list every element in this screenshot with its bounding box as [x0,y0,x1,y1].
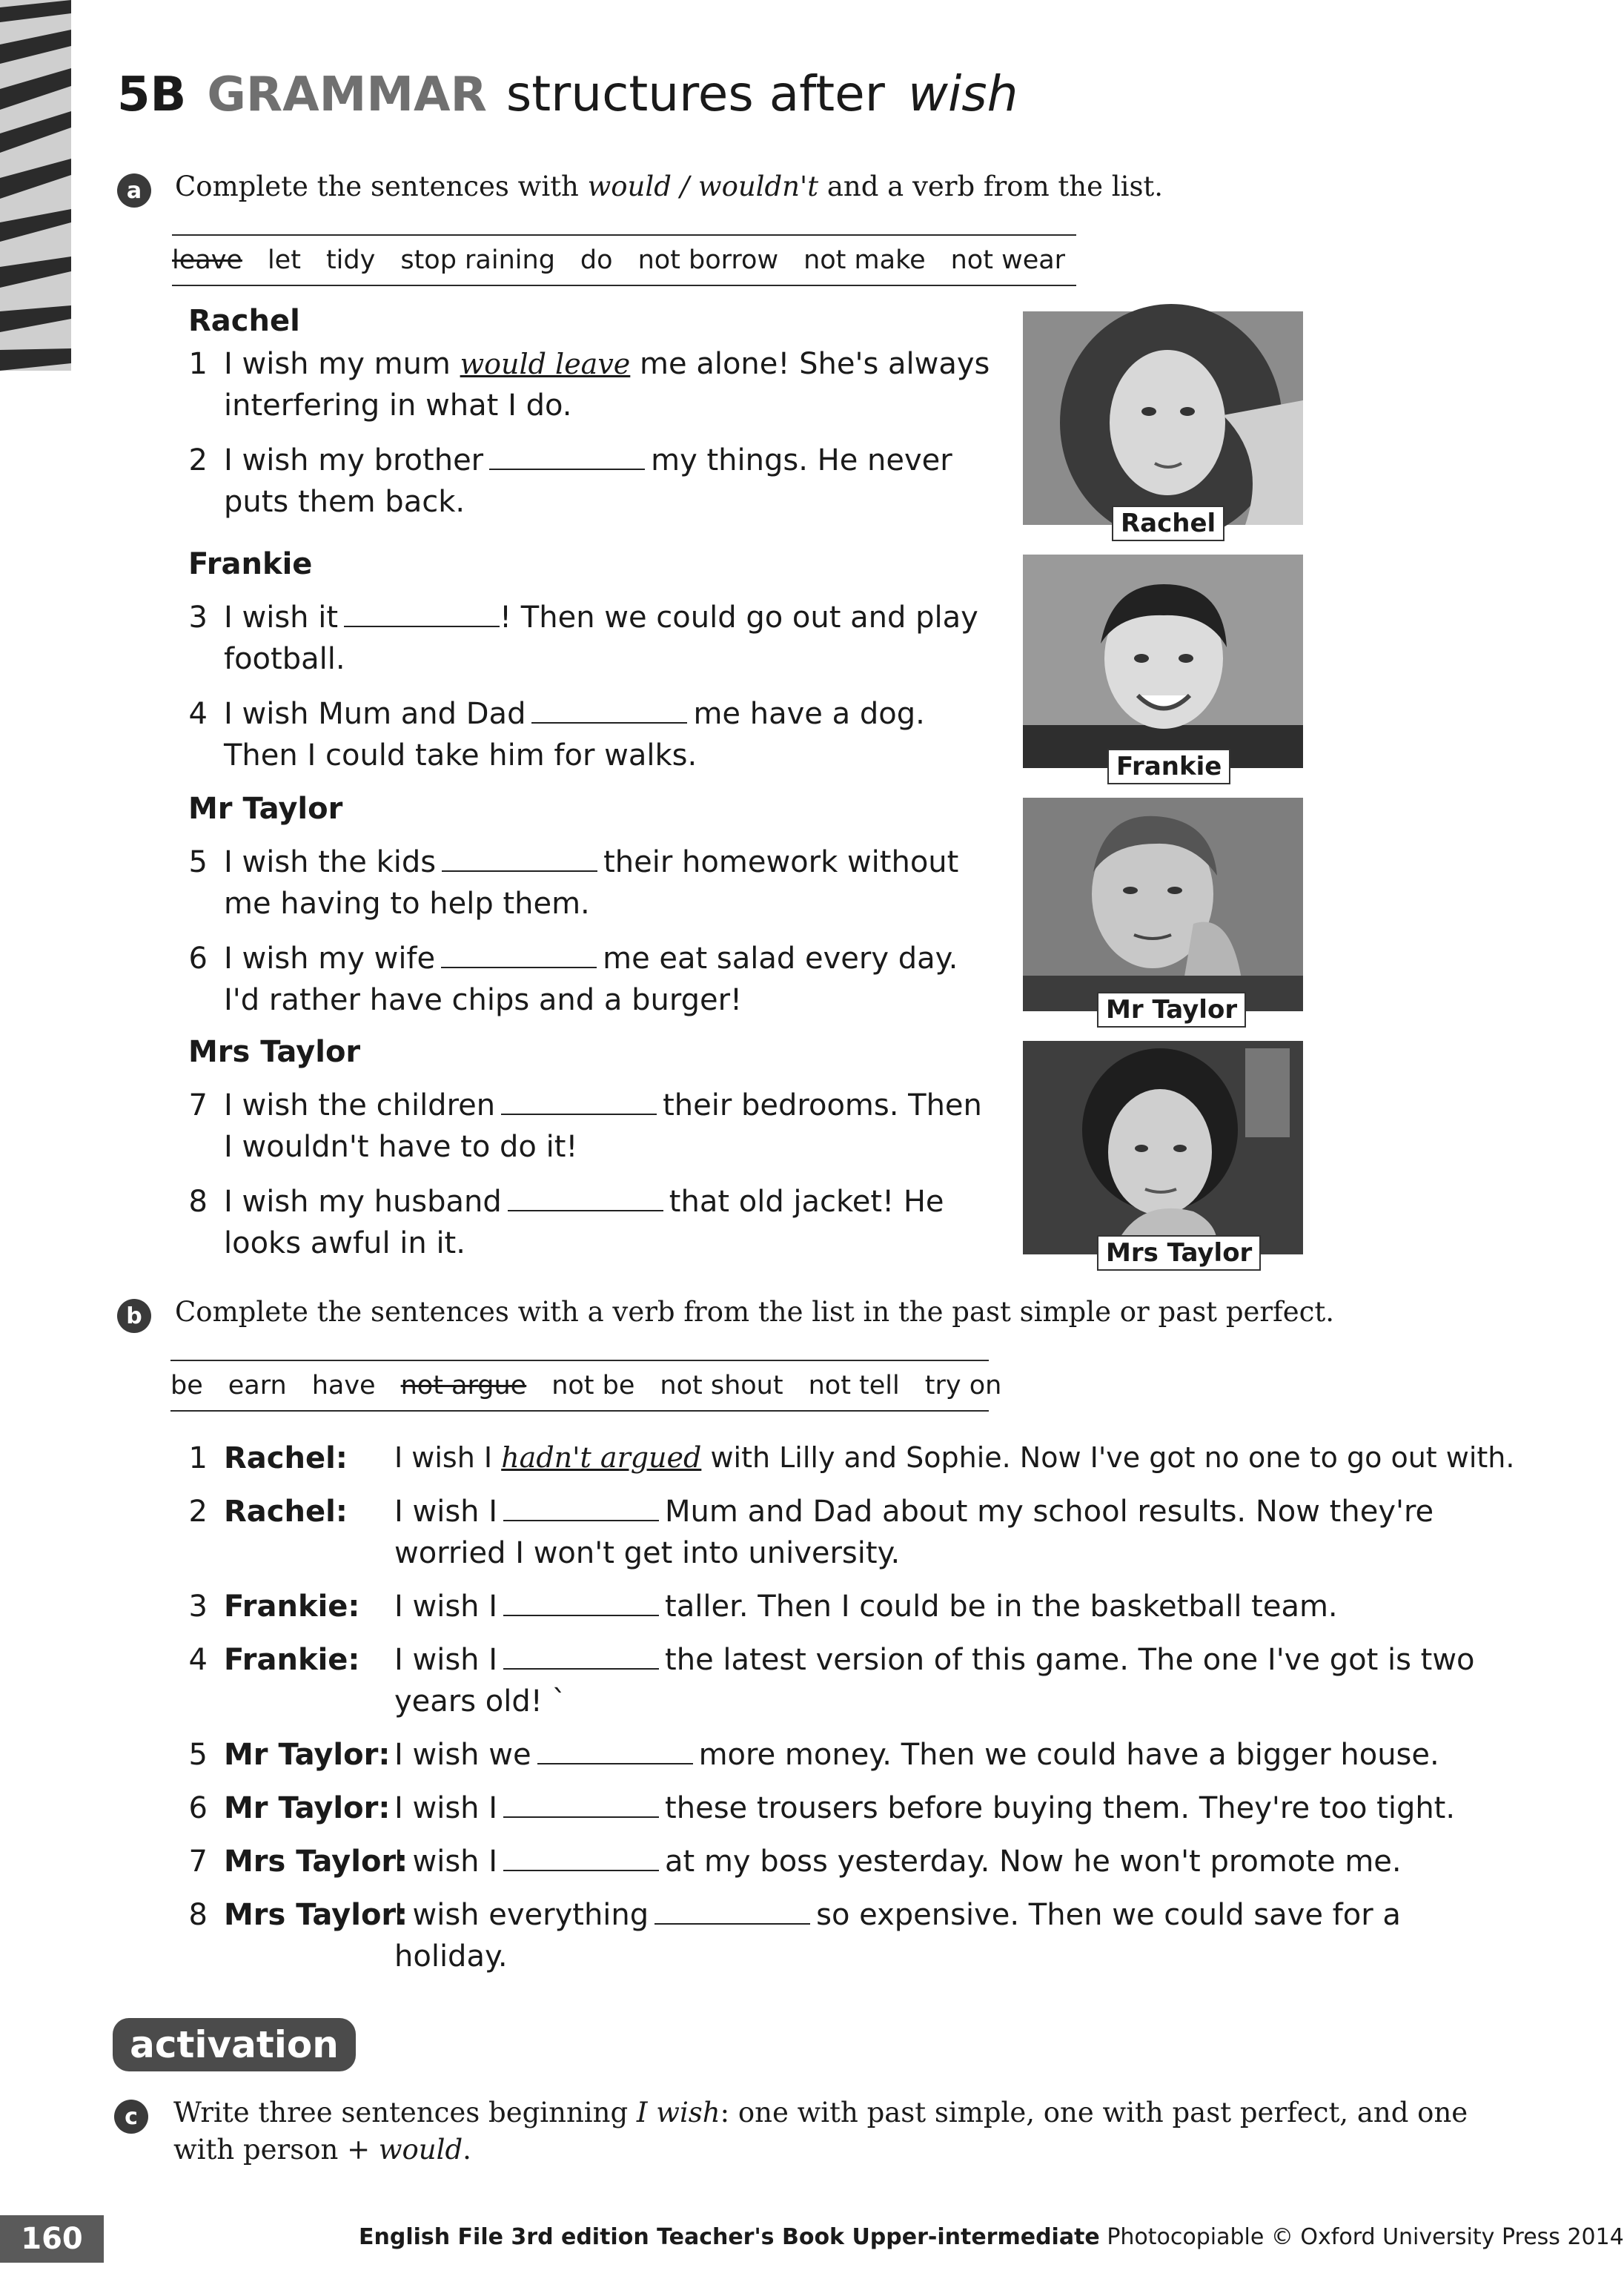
item-number: 5 [188,845,208,879]
item-number: 7 [188,1845,208,1879]
item-speaker: Mr Taylor: [224,1738,391,1772]
part-c-instruction-line2: with person + would. [173,2134,471,2166]
item-speaker: Mrs Taylor: [224,1845,408,1879]
activation-label: activation [113,2018,356,2071]
item-speaker: Rachel: [224,1495,348,1529]
unit-code: 5B [117,67,187,122]
item-a7-line2: I wouldn't have to do it! [224,1130,578,1164]
group-heading-mrs-taylor: Mrs Taylor [188,1035,361,1069]
item-number: 6 [188,1791,208,1825]
item-number: 3 [188,601,208,635]
part-b-marker: b [117,1299,151,1333]
item-b2-line1: I wish I Mum and Dad about my school results. Now they're [394,1495,1434,1529]
item-a3-line2: football. [224,642,345,676]
photo-label-rachel: Rachel [1112,506,1224,541]
word-list-item: not be [551,1371,635,1400]
item-b7-line1: I wish I at my boss yesterday. Now he won't promote me. [394,1845,1402,1879]
word-list-item: not argue [400,1371,527,1400]
item-b4-line2: years old! ` [394,1684,567,1719]
part-b-instruction: Complete the sentences with a verb from the list in the past simple or past perfect. [175,1296,1335,1328]
item-b1-line1: I wish I hadn't argued with Lilly and Sophie. Now I've got no one to go out with. [394,1441,1515,1474]
group-heading-mr-taylor: Mr Taylor [188,792,343,826]
answer-blank[interactable] [503,1848,659,1871]
item-number: 8 [188,1185,208,1219]
photo-mr-taylor [1023,798,1303,1025]
item-speaker: Frankie: [224,1590,360,1624]
item-b8-line2: holiday. [394,1939,508,1974]
item-a8-line1: I wish my husband that old jacket! He [224,1185,944,1219]
group-heading-frankie: Frankie [188,547,313,581]
item-a6-line1: I wish my wife me eat salad every day. [224,942,958,976]
item-number: 3 [188,1590,208,1624]
item-a5-line1: I wish the kids their homework without [224,845,959,879]
answer-blank[interactable] [537,1741,693,1764]
item-b6-line1: I wish I these trousers before buying them. They're too tight. [394,1791,1456,1825]
item-a2-line1: I wish my brother my things. He never [224,443,952,477]
word-list-item: do [580,245,613,275]
item-speaker: Mr Taylor: [224,1791,391,1825]
item-number: 4 [188,1643,208,1677]
item-speaker: Rachel: [224,1441,348,1475]
answer-blank[interactable] [654,1901,810,1925]
item-a7-line1: I wish the children their bedrooms. Then [224,1088,982,1122]
header-title-italic: wish [907,65,1018,122]
page-number: 160 [0,2215,104,2263]
item-a6-line2: I'd rather have chips and a burger! [224,983,743,1017]
part-b-word-list [170,1360,1002,1412]
item-number: 8 [188,1898,208,1932]
word-list-item: not make [803,245,926,275]
answer-blank[interactable] [501,1091,657,1115]
item-number: 6 [188,942,208,976]
item-number: 2 [188,443,208,477]
item-a1-line1: I wish my mum would leave me alone! She's always [224,347,990,381]
item-b3-line1: I wish I taller. Then I could be in the basketball team. [394,1590,1338,1624]
word-list-item: tidy [325,245,376,275]
answer-blank[interactable] [503,1498,659,1521]
portrait-man-image [1023,798,1303,1011]
photo-label-frankie: Frankie [1107,749,1230,784]
item-a5-line2: me having to help them. [224,887,590,921]
word-list-item: let [267,245,301,275]
item-number: 5 [188,1738,208,1772]
answer-blank[interactable] [503,1646,659,1670]
photo-label-mrs-taylor: Mrs Taylor [1097,1235,1261,1271]
answer-blank[interactable] [441,945,597,968]
word-list-item: earn [228,1371,287,1400]
answer-blank[interactable] [508,1188,663,1211]
part-c-marker: c [114,2100,148,2134]
item-a4-line1: I wish Mum and Dad me have a dog. [224,697,925,731]
part-c-instruction-line1: Write three sentences beginning I wish: one with past simple, one with past perfect, and one [173,2097,1468,2128]
word-list-item: be [170,1371,203,1400]
item-a4-line2: Then I could take him for walks. [224,738,697,773]
example-answer: hadn't argued [501,1441,702,1474]
item-b4-line1: I wish I the latest version of this game. The one I've got is two [394,1643,1475,1677]
section-label: GRAMMAR [207,67,487,122]
footer-credit: English File 3rd edition Teacher's Book Upper-intermediate Photocopiable © Oxford University Press 2014 [359,2224,1624,2250]
item-number: 2 [188,1495,208,1529]
item-speaker: Mrs Taylor: [224,1898,408,1932]
word-list-item: not tell [808,1371,900,1400]
answer-blank[interactable] [489,446,645,470]
word-list-item: not shout [660,1371,783,1400]
item-speaker: Frankie: [224,1643,360,1677]
part-a-marker: a [117,173,151,208]
portrait-boy-image [1023,555,1303,768]
word-list-item: stop raining [400,245,555,275]
header-title-text: structures after [506,65,885,122]
item-number: 7 [188,1088,208,1122]
word-list-item: try on [924,1371,1002,1400]
answer-blank[interactable] [344,603,500,627]
portrait-girl-image [1023,311,1303,525]
portrait-woman-image [1023,1041,1303,1254]
item-a2-line2: puts them back. [224,485,465,519]
item-b5-line1: I wish we more money. Then we could have a bigger house. [394,1738,1439,1772]
page-header [117,65,1018,122]
word-list-item: not wear [950,245,1066,275]
item-number: 4 [188,697,208,731]
photo-label-mr-taylor: Mr Taylor [1097,992,1246,1028]
item-a8-line2: looks awful in it. [224,1226,465,1260]
item-b8-line1: I wish everything so expensive. Then we could save for a [394,1898,1401,1932]
answer-blank[interactable] [503,1592,659,1616]
item-number: 1 [188,347,208,381]
item-a1-line2: interfering in what I do. [224,388,572,423]
photo-mrs-taylor [1023,1041,1303,1268]
word-list-item: not borrow [637,245,779,275]
item-a3-line1: I wish it ! Then we could go out and play [224,601,978,635]
example-answer: would leave [460,348,631,380]
word-list-item: have [311,1371,376,1400]
answer-blank[interactable] [503,1794,659,1818]
answer-blank[interactable] [442,848,597,872]
word-list-item: leave [172,245,242,275]
decorative-sunburst [0,0,71,371]
photo-frankie [1023,555,1303,781]
photo-rachel [1023,311,1303,538]
item-b2-line2: worried I won't get into university. [394,1536,901,1570]
answer-blank[interactable] [531,700,687,724]
part-a-word-list [172,234,1076,286]
item-number: 1 [188,1441,208,1475]
part-a-instruction: Complete the sentences with would / wouldn't and a verb from the list. [175,171,1164,202]
group-heading-rachel: Rachel [188,304,300,338]
